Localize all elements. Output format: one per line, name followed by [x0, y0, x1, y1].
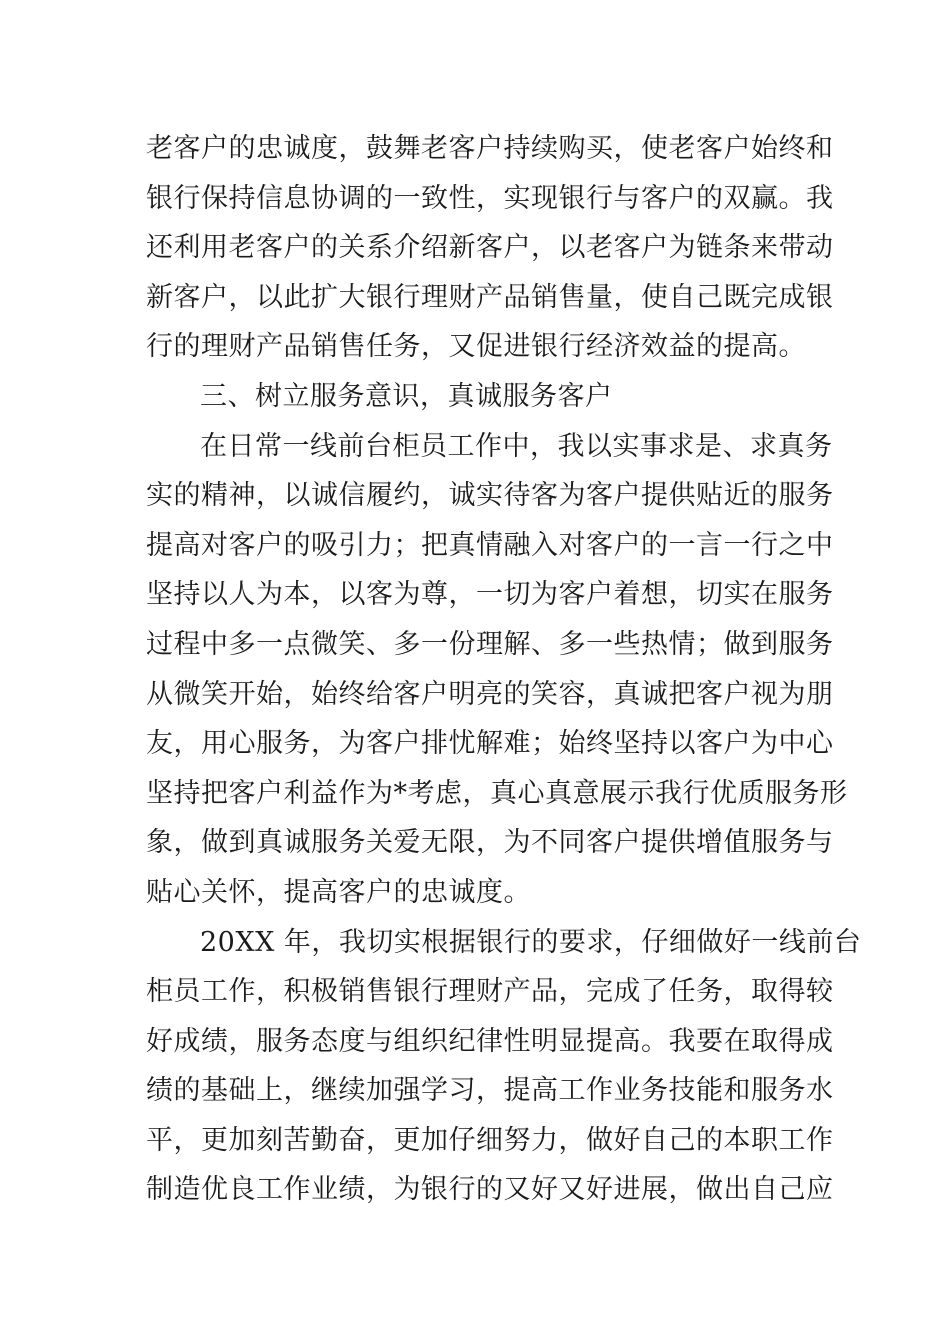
text-line: 贴心关怀，提高客户的忠诚度。: [146, 876, 531, 908]
text-line: 行的理财产品销售任务，又促进银行经济效益的提高。: [146, 331, 806, 363]
text-line: 坚持以人为本，以客为尊，一切为客户着想，切实在服务: [146, 579, 834, 611]
text-line: 在日常一线前台柜员工作中，我以实事求是、求真务: [200, 430, 833, 462]
text-line: 柜员工作，积极销售银行理财产品，完成了任务，取得较: [146, 976, 834, 1008]
text-line: 实的精神，以诚信履约，诚实待客为客户提供贴近的服务: [146, 480, 834, 512]
text-line: 过程中多一点微笑、多一份理解、多一些热情；做到服务: [146, 628, 834, 660]
text-line: 银行保持信息协调的一致性，实现银行与客户的双赢。我: [146, 182, 834, 214]
text-line: 友，用心服务，为客户排忧解难；始终坚持以客户为中心: [146, 728, 834, 760]
text-line: 绩的基础上，继续加强学习，提高工作业务技能和服务水: [146, 1075, 834, 1107]
text-line: 制造优良工作业绩，为银行的又好又好进展，做出自己应: [146, 1174, 834, 1206]
text-line: 从微笑开始，始终给客户明亮的笑容，真诚把客户视为朋: [146, 678, 834, 710]
text-line: 三、树立服务意识，真诚服务客户: [200, 380, 613, 412]
text-line: 新客户，以此扩大银行理财产品销售量，使自己既完成银: [146, 281, 834, 313]
document-body: [146, 124, 862, 1215]
text-line: 还利用老客户的关系介绍新客户，以老客户为链条来带动: [146, 232, 834, 264]
text-line: 平，更加刻苦勤奋，更加仔细努力，做好自己的本职工作: [146, 1124, 834, 1156]
text-line: 老客户的忠诚度，鼓舞老客户持续购买，使老客户始终和: [146, 133, 834, 164]
text-line: 提高对客户的吸引力；把真情融入对客户的一言一行之中: [146, 529, 834, 561]
text-line: 20XX 年，我切实根据银行的要求，仔细做好一线前台: [200, 926, 862, 958]
text-line: 坚持把客户利益作为*考虑，真心真意展示我行优质服务形: [146, 777, 848, 809]
text-line: 象，做到真诚服务关爱无限，为不同客户提供增值服务与: [146, 827, 834, 859]
text-line: 好成绩，服务态度与组织纪律性明显提高。我要在取得成: [146, 1025, 834, 1057]
